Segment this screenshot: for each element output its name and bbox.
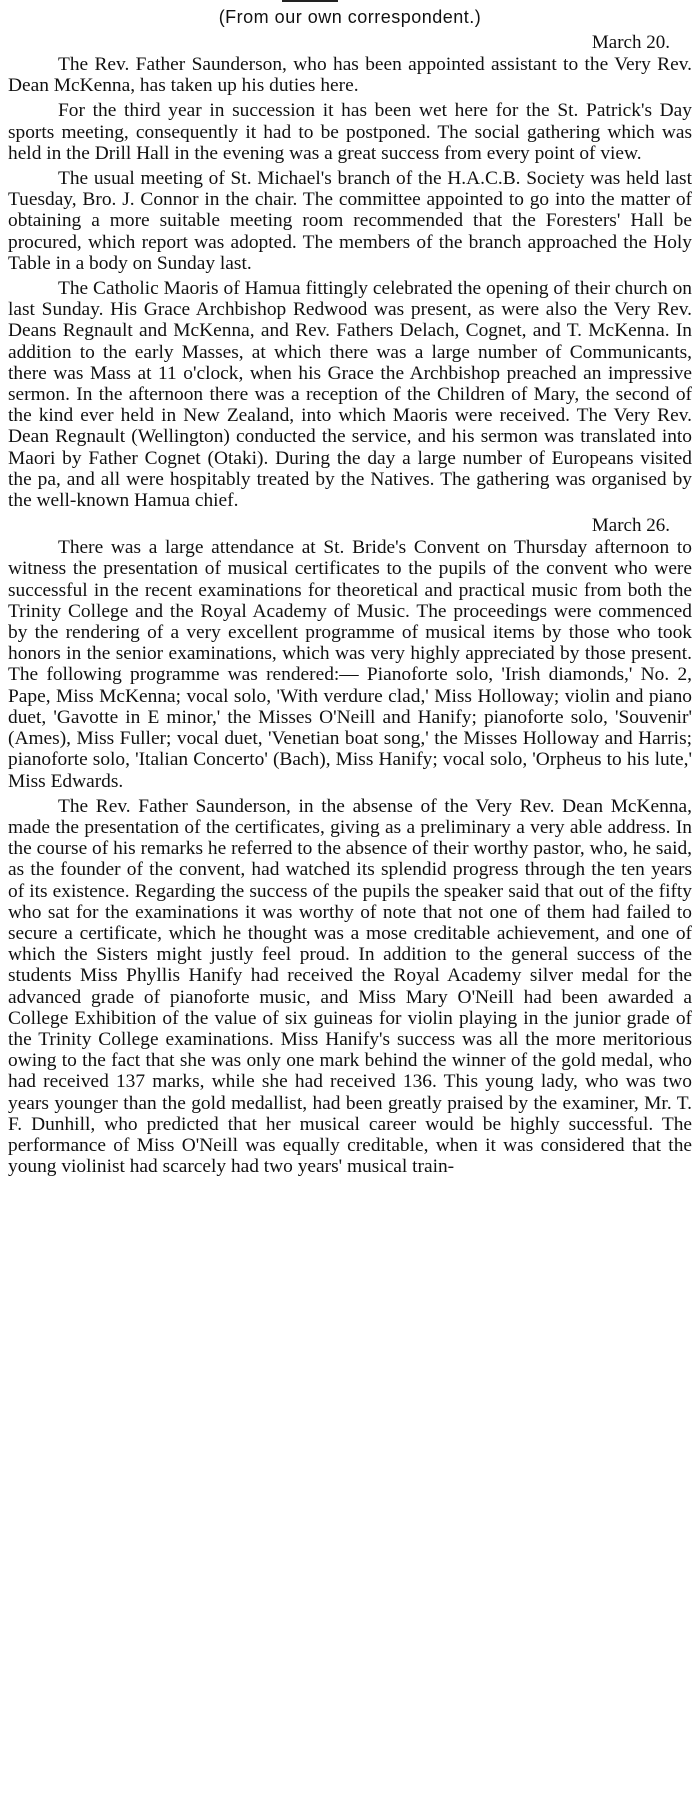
paragraph: The usual meeting of St. Michael's branch of the H.A.C.B. Society was held last Tuesday, Bro. J. Connor in the chair. The committee appointed to go into the matter of obtaining a more suitable meeting room recommended that the Foresters' Hall be procured, which report was adopted. The members of the branch approached the Holy Table in a body on Sunday last.	[8, 168, 692, 274]
paragraph: There was a large attendance at St. Bride's Convent on Thursday afternoon to witness the presentation of musical certificates to the pupils of the convent who were successful in the recent examinations for theoretical and practical music from both the Trinity College and the Royal Academy of Music. The proceedings were commenced by the rendering of a very excellent programme of musical items by those who took honors in the senior examinations, which was very highly appreciated by those present. The following programme was rendered:— Pianoforte solo, 'Irish diamonds,' No. 2, Pape, Miss McKenna; vocal solo, 'With verdure clad,' Miss Holloway; violin and piano duet, 'Gavotte in E minor,' the Misses O'Neill and Hanify; pianoforte solo, 'Souvenir' (Ames), Miss Fuller; vocal duet, 'Venetian boat song,' the Misses Holloway and Harris; pianoforte solo, 'Italian Concerto' (Bach), Miss Hanify; vocal solo, 'Orpheus to his lute,' Miss Edwards.	[8, 537, 692, 792]
section-march-26	[8, 515, 692, 1177]
newspaper-column	[8, 0, 692, 1808]
paragraph: The Rev. Father Saunderson, in the absense of the Very Rev. Dean McKenna, made the presentation of the certificates, giving as a preliminary a very able address. In the course of his remarks he referred to the absence of their worthy pastor, who, he said, as the founder of the convent, had watched its splendid progress through the ten years of its existence. Regarding the success of the pupils the speaker said that out of the fifty who sat for the examinations it was worthy of note that not one of them had failed to secure a certificate, which he thought was a mose creditable achievement, and one of which the Sisters might justly feel proud. In addition to the general success of the students Miss Phyllis Hanify had received the Royal Academy silver medal for the advanced grade of pianoforte music, and Miss Mary O'Neill had been awarded a College Exhibition of the value of six guineas for violin playing in the junior grade of the Trinity College examinations. Miss Hanify's success was all the more meritorious owing to the fact that she was only one mark behind the winner of the gold medal, who had received 137 marks, while she had received 136. This young lady, who was two years younger than the gold medallist, had been greatly praised by the examiner, Mr. T. F. Dunhill, who predicted that her musical career would be highly successful. The performance of Miss O'Neill was equally creditable, when it was considered that the young violinist had scarcely had two years' musical train-	[8, 795, 692, 1178]
section-march-20	[8, 32, 692, 511]
header-rule	[282, 0, 338, 2]
byline: (From our own correspondent.)	[218, 7, 482, 27]
paragraph: The Rev. Father Saunderson, who has been appointed assistant to the Very Rev. Dean McKenna, has taken up his duties here.	[8, 54, 692, 97]
section-date: March 26.	[591, 515, 670, 537]
section-date: March 20.	[591, 32, 670, 53]
paragraph: For the third year in succession it has been wet here for the St. Patrick's Day sports meeting, consequently it had to be postponed. The social gathering which was held in the Drill Hall in the evening was a great success from every point of view.	[8, 100, 692, 164]
paragraph: The Catholic Maoris of Hamua fittingly celebrated the opening of their church on last Sunday. His Grace Archbishop Redwood was present, as were also the Very Rev. Deans Regnault and McKenna, and Rev. Fathers Delach, Cognet, and T. McKenna. In addition to the early Masses, at which there was a large number of Communicants, there was Mass at 11 o'clock, when his Grace the Archbishop preached an impressive sermon. In the afternoon there was a reception of the Children of Mary, the second of the kind ever held in New Zealand, into which Maoris were received. The Very Rev. Dean Regnault (Wellington) conducted the service, and his sermon was translated into Maori by Father Cognet (Otaki). During the day a large number of Europeans visited the pa, and all were hospitably treated by the Natives. The gathering was organised by the well-known Hamua chief.	[8, 278, 692, 512]
